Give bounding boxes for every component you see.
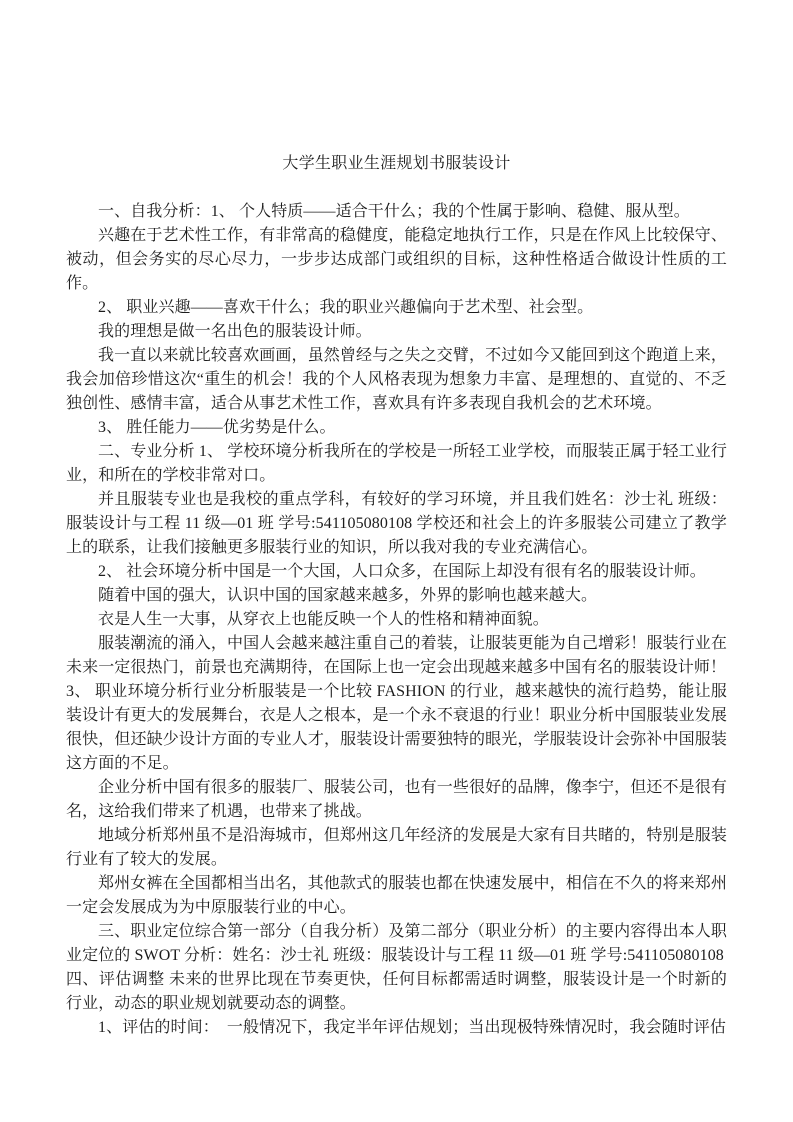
- paragraph-career-positioning-swot: 三、职业定位综合第一部分（自我分析）及第二部分（职业分析）的主要内容得出本人职业定位的 SWOT 分析：姓名：沙士礼 班级：服装设计与工程 11 级—01 班 学号:541105080108: [66, 923, 727, 964]
- paragraph-enterprise-analysis: 企业分析中国有很多的服装厂、服装公司，也有一些很好的品牌，像李宁，但还不是很有名，这给我们带来了机遇，也带来了挑战。: [66, 779, 727, 820]
- paragraph-zhengzhou-pants: 郑州女裤在全国都相当出名，其他款式的服装也都在快速发展中，相信在不久的将来郑州一定会发展成为为中原服装行业的中心。: [66, 875, 727, 916]
- paragraph-major-analysis-school: 二、专业分析 1、 学校环境分析我所在的学校是一所轻工业学校，而服装正属于轻工业行业，和所在的学校非常对口。: [66, 443, 727, 484]
- paragraph-competence: 3、 胜任能力——优劣势是什么。: [98, 419, 336, 436]
- document-body: [66, 200, 727, 1040]
- paragraph-school-key-discipline: 并且服装专业也是我校的重点学科，有较好的学习环境，并且我们姓名：沙士礼 班级：服装设计与工程 11 级—01 班 学号:541105080108 学校还和社会上的许多服装公司建立了教学上的联系，让我们接触更多服装行业的知识，所以我对我的专业充满信心。: [66, 491, 727, 556]
- paragraph-interest-artistic: 兴趣在于艺术性工作，有非常高的稳健度，能稳定地执行工作，只是在作风上比较保守、被动，但会务实的尽心尽力，一步步达成部门或组织的目标，这种性格适合做设计性质的工作。: [66, 227, 727, 292]
- paragraph-social-environment: 2、 社会环境分析中国是一个大国，人口众多，在国际上却没有很有名的服装设计师。: [98, 563, 706, 580]
- paragraph-career-environment: 3、 职业环境分析行业分析服装是一个比较 FASHION 的行业，越来越快的流行趋势，能让服装设计有更大的发展舞台，衣是人之根本，是一个永不衰退的行业！职业分析中国服装业发展很快，但还缺少设计方面的专业人才，服装设计需要独特的眼光，学服装设计会弥补中国服装这方面的不足。: [66, 683, 727, 772]
- paragraph-love-drawing: 我一直以来就比较喜欢画画，虽然曾经与之失之交臂，不过如今又能回到这个跑道上来，我会加倍珍惜这次“重生的机会！我的个人风格表现为想象力丰富、是理想的、直觉的、不乏独创性、感情丰富，适合从事艺术性工作，喜欢具有许多表现自我机会的艺术环境。: [66, 347, 727, 412]
- paragraph-china-growing: 随着中国的强大，认识中国的国家越来越多，外界的影响也越来越大。: [98, 587, 598, 604]
- paragraph-career-interest: 2、 职业兴趣——喜欢干什么；我的职业兴趣偏向于艺术型、社会型。: [98, 299, 594, 316]
- paragraph-self-analysis-heading: 一、自我分析：1、 个人特质——适合干什么；我的个性属于影响、稳健、服从型。: [98, 203, 690, 220]
- paragraph-clothing-life: 衣是人生一大事，从穿衣上也能反映一个人的性格和精神面貌。: [98, 611, 549, 628]
- paragraph-region-analysis: 地域分析郑州虽不是沿海城市，但郑州这几年经济的发展是大家有目共睹的，特别是服装行业有了较大的发展。: [66, 827, 727, 868]
- paragraph-ideal-designer: 我的理想是做一名出色的服装设计师。: [98, 323, 372, 340]
- paragraph-evaluation-time: 1、评估的时间： 一般情况下，我定半年评估规划；当出现极特殊情况时，我会随时评估: [98, 1019, 727, 1036]
- document-title: 大学生职业生涯规划书服装设计: [282, 155, 511, 172]
- paragraph-fashion-trend: 服装潮流的涌入，中国人会越来越注重自己的着装，让服装更能为自己增彩！服装行业在未来一定很热门，前景也充满期待，在国际上也一定会出现越来越多中国有名的服装设计师！: [66, 635, 727, 676]
- paragraph-evaluation-adjustment: 四、评估调整 未来的世界比现在节奏更快，任何目标都需适时调整，服装设计是一个时新的行业，动态的职业规划就要动态的调整。: [66, 971, 727, 1012]
